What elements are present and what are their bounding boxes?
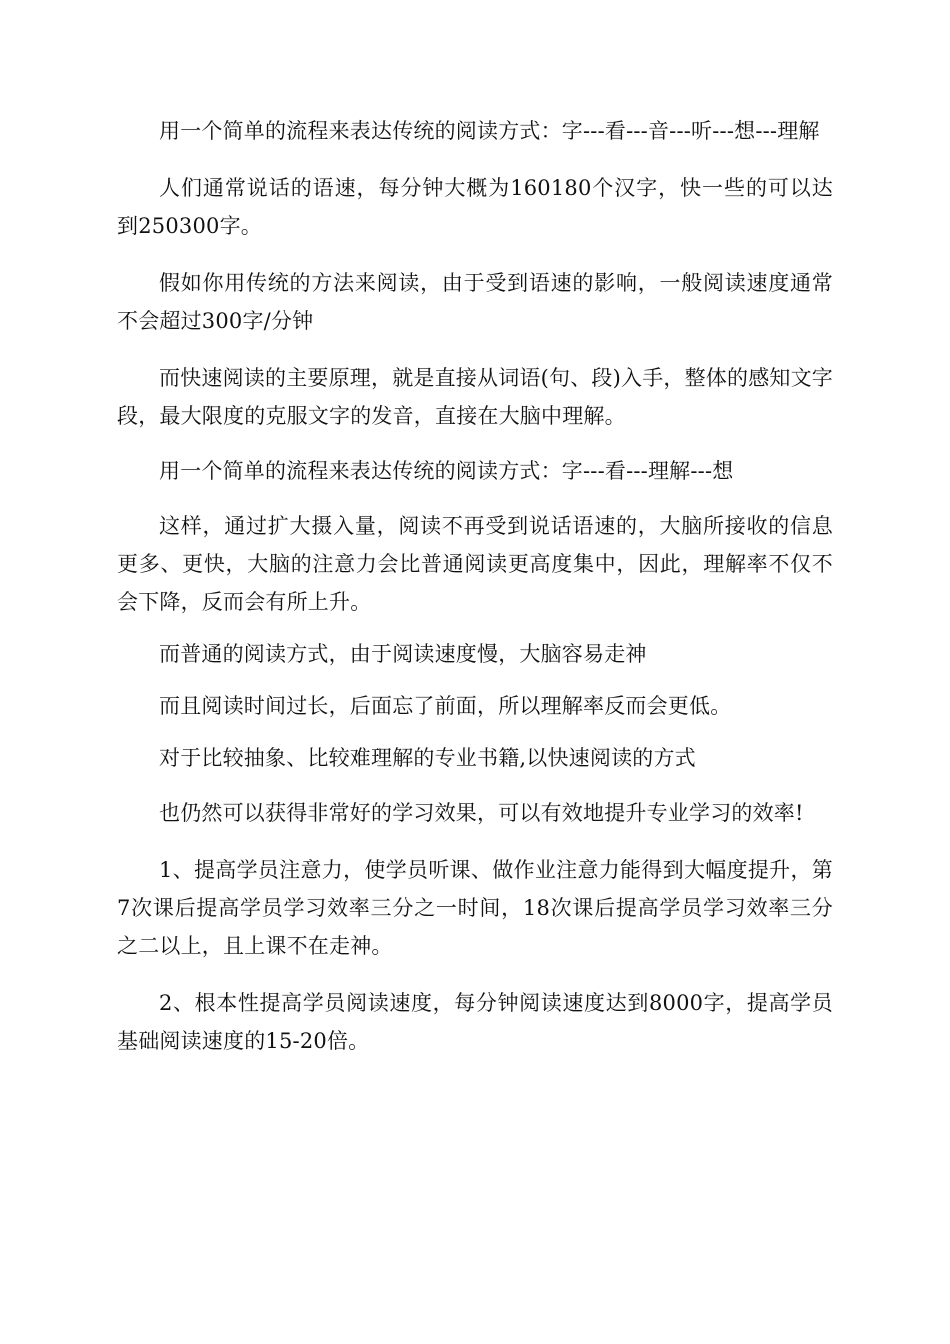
paragraph-3: 假如你用传统的方法来阅读，由于受到语速的影响，一般阅读速度通常不会超过300字/分钟 <box>117 271 833 333</box>
paragraph-9: 对于比较抽象、比较难理解的专业书籍,以快速阅读的方式 <box>159 746 696 770</box>
paragraph-7: 而普通的阅读方式，由于阅读速度慢，大脑容易走神 <box>159 642 647 666</box>
document-body <box>117 112 833 1060</box>
paragraph-10: 也仍然可以获得非常好的学习效果，可以有效地提升专业学习的效率! <box>159 801 804 825</box>
paragraph-11: 1、提高学员注意力，使学员听课、做作业注意力能得到大幅度提升，第7次课后提高学员学习效率三分之一时间，18次课后提高学员学习效率三分之二以上，且上课不在走神。 <box>117 858 833 958</box>
paragraph-1: 用一个简单的流程来表达传统的阅读方式：字---看---音---听---想---理解 <box>159 119 820 143</box>
paragraph-12: 2、根本性提高学员阅读速度，每分钟阅读速度达到8000字，提高学员基础阅读速度的15-20倍。 <box>117 991 833 1053</box>
paragraph-5: 用一个简单的流程来表达传统的阅读方式：字---看---理解---想 <box>159 459 734 483</box>
paragraph-2: 人们通常说话的语速，每分钟大概为160180个汉字，快一些的可以达到250300字。 <box>117 176 833 238</box>
paragraph-8: 而且阅读时间过长，后面忘了前面，所以理解率反而会更低。 <box>159 694 732 718</box>
paragraph-6: 这样，通过扩大摄入量，阅读不再受到说话语速的，大脑所接收的信息更多、更快，大脑的注意力会比普通阅读更高度集中，因此，理解率不仅不会下降，反而会有所上升。 <box>117 514 833 614</box>
paragraph-4: 而快速阅读的主要原理，就是直接从词语(句、段)入手，整体的感知文字段，最大限度的克服文字的发音，直接在大脑中理解。 <box>117 366 833 428</box>
